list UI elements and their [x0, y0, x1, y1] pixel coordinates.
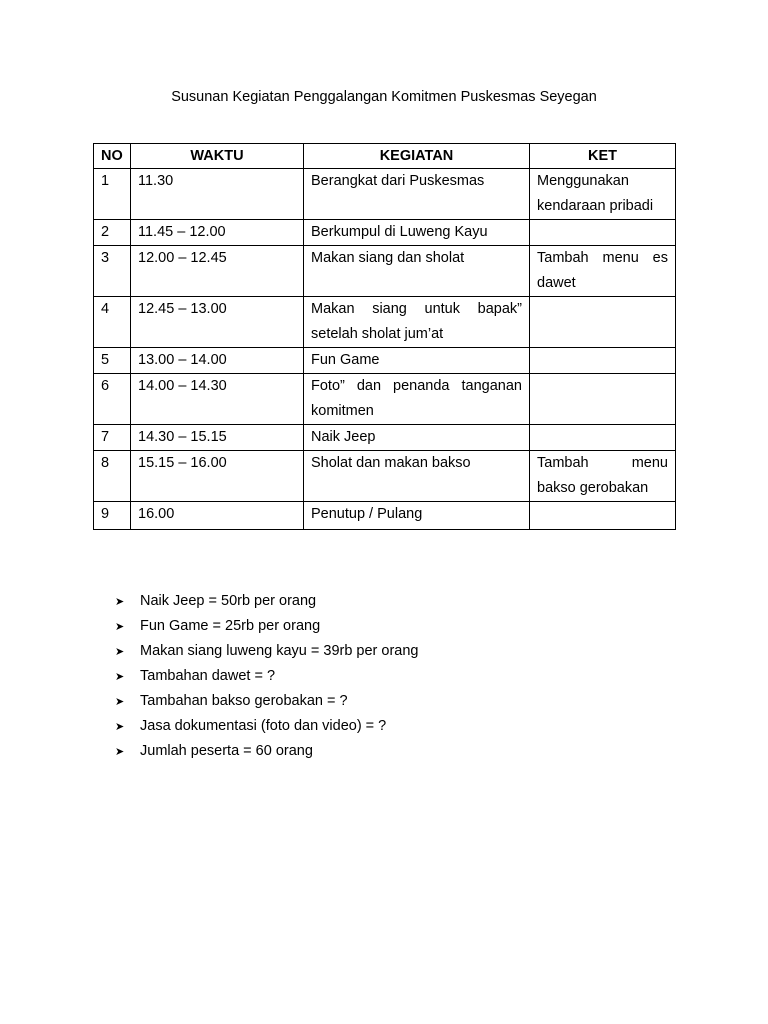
cell-kegiatan: Berkumpul di Luweng Kayu [304, 220, 530, 246]
cell-kegiatan: Fun Game [304, 348, 530, 374]
cell-ket [530, 297, 676, 348]
header-ket: KET [530, 144, 676, 169]
list-item [115, 614, 419, 639]
list-item [115, 689, 419, 714]
table-row [94, 425, 676, 451]
table-header-row [94, 144, 676, 169]
list-item-text: Jumlah peserta = 60 orang [140, 743, 313, 759]
list-item-text: Tambahan dawet = ? [140, 668, 276, 684]
schedule-table [93, 143, 676, 530]
cell-ket [530, 502, 676, 530]
cost-notes-list [115, 589, 419, 764]
cell-ket: Menggunakan kendaraan pribadi [530, 169, 676, 220]
cell-waktu: 16.00 [131, 502, 304, 530]
arrow-bullet-icon: ➤ [115, 646, 125, 658]
table-row [94, 220, 676, 246]
arrow-bullet-icon: ➤ [115, 596, 125, 608]
cell-kegiatan: Makan siang untuk bapak” setelah sholat jum’at [304, 297, 530, 348]
table-row [94, 451, 676, 502]
cell-ket [530, 374, 676, 425]
cell-kegiatan: Naik Jeep [304, 425, 530, 451]
cell-no: 3 [94, 246, 131, 297]
cell-waktu: 11.45 – 12.00 [131, 220, 304, 246]
cell-waktu: 14.00 – 14.30 [131, 374, 304, 425]
cell-ket [530, 425, 676, 451]
cell-kegiatan: Makan siang dan sholat [304, 246, 530, 297]
cell-waktu: 15.15 – 16.00 [131, 451, 304, 502]
list-item-text: Naik Jeep = 50rb per orang [140, 593, 317, 609]
arrow-bullet-icon: ➤ [115, 621, 125, 633]
cell-ket [530, 220, 676, 246]
cell-waktu: 12.00 – 12.45 [131, 246, 304, 297]
arrow-bullet-icon: ➤ [115, 721, 125, 733]
cell-no: 2 [94, 220, 131, 246]
table-row [94, 246, 676, 297]
arrow-bullet-icon: ➤ [115, 746, 125, 758]
header-kegiatan: KEGIATAN [304, 144, 530, 169]
cell-waktu: 11.30 [131, 169, 304, 220]
page-title: Susunan Kegiatan Penggalangan Komitmen Puskesmas Seyegan [171, 89, 597, 105]
cell-no: 4 [94, 297, 131, 348]
list-item-text: Jasa dokumentasi (foto dan video) = ? [140, 718, 387, 734]
cell-waktu: 12.45 – 13.00 [131, 297, 304, 348]
cell-kegiatan: Foto” dan penanda tanganan komitmen [304, 374, 530, 425]
list-item [115, 714, 419, 739]
cell-no: 8 [94, 451, 131, 502]
list-item-text: Makan siang luweng kayu = 39rb per orang [140, 643, 419, 659]
cell-no: 5 [94, 348, 131, 374]
list-item [115, 639, 419, 664]
header-no: NO [94, 144, 131, 169]
cell-no: 7 [94, 425, 131, 451]
cell-ket: Tambah menu bakso gerobakan [530, 451, 676, 502]
header-waktu: WAKTU [131, 144, 304, 169]
cell-kegiatan: Berangkat dari Puskesmas [304, 169, 530, 220]
table-row [94, 169, 676, 220]
cell-kegiatan: Sholat dan makan bakso [304, 451, 530, 502]
table-row [94, 297, 676, 348]
cell-ket: Tambah menu es dawet [530, 246, 676, 297]
list-item [115, 739, 419, 764]
arrow-bullet-icon: ➤ [115, 696, 125, 708]
arrow-bullet-icon: ➤ [115, 671, 125, 683]
table-row [94, 502, 676, 530]
list-item [115, 664, 419, 689]
cell-kegiatan: Penutup / Pulang [304, 502, 530, 530]
table-row [94, 348, 676, 374]
cell-no: 6 [94, 374, 131, 425]
cell-ket [530, 348, 676, 374]
list-item-text: Tambahan bakso gerobakan = ? [140, 693, 348, 709]
list-item-text: Fun Game = 25rb per orang [140, 618, 321, 634]
cell-waktu: 14.30 – 15.15 [131, 425, 304, 451]
cell-no: 9 [94, 502, 131, 530]
cell-waktu: 13.00 – 14.00 [131, 348, 304, 374]
list-item [115, 589, 419, 614]
table-row [94, 374, 676, 425]
cell-no: 1 [94, 169, 131, 220]
